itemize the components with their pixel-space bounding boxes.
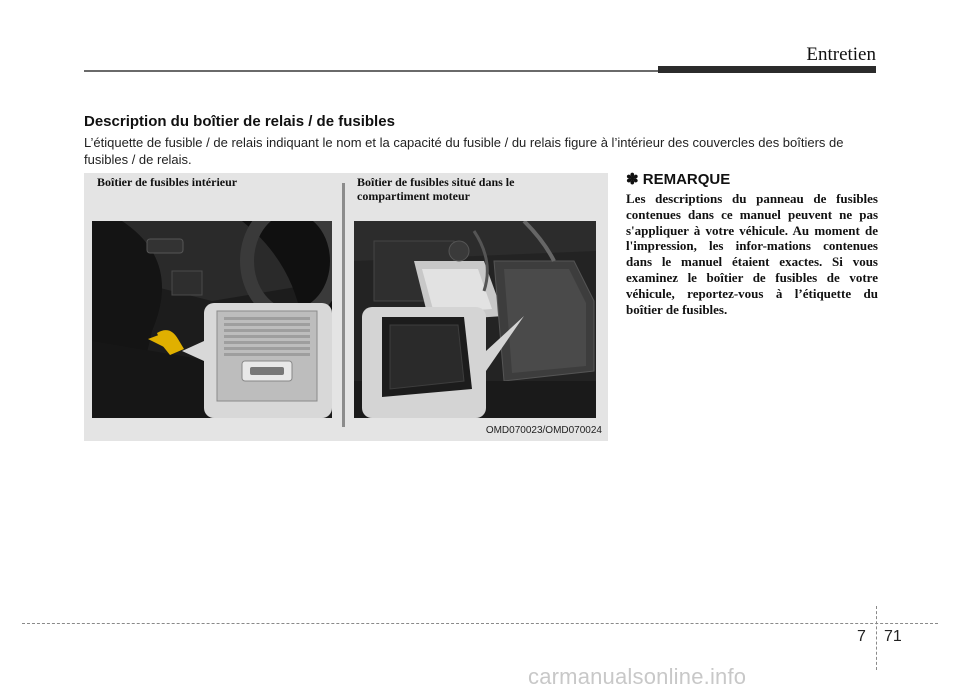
chapter-header-title: Entretien (806, 44, 876, 65)
footer-rule (22, 623, 938, 624)
remark-heading: ✽ REMARQUE (626, 171, 731, 188)
figure-code: OMD070023/OMD070024 (485, 425, 602, 436)
header-rule (84, 70, 658, 72)
figure-divider (342, 183, 345, 427)
figure-caption-engine: Boîtier de fusibles situé dans le compartiment moteur (357, 175, 515, 203)
engine-fuse-box-photo (354, 221, 596, 418)
watermark: carmanualsonline.info (528, 664, 747, 689)
page-number: 71 (884, 628, 902, 645)
footer-separator (876, 606, 877, 670)
chapter-number: 7 (857, 628, 866, 645)
header-bar (658, 66, 876, 73)
section-heading: Description du boîtier de relais / de fusibles (84, 113, 395, 130)
section-paragraph: L’étiquette de fusible / de relais indiquant le nom et la capacité du fusible / du relais figure à l’intérieur des couvercles des boîtiers de fusibles / de relais. (84, 135, 844, 167)
interior-fuse-box-photo (92, 221, 332, 418)
figure-panel (84, 173, 608, 441)
remark-paragraph: Les descriptions du panneau de fusibles contenues dans ce manuel peuvent ne pas s'appliquer à votre véhicule. Au moment de l'impression, les infor-mations contenues dans le manuel étaient exactes. Si vous examinez le boîtier de fusibles de votre véhicule, reportez-vous à l’étiquette du boîtier de fusibles. (626, 191, 878, 317)
figure-caption-interior: Boîtier de fusibles intérieur (97, 175, 238, 189)
